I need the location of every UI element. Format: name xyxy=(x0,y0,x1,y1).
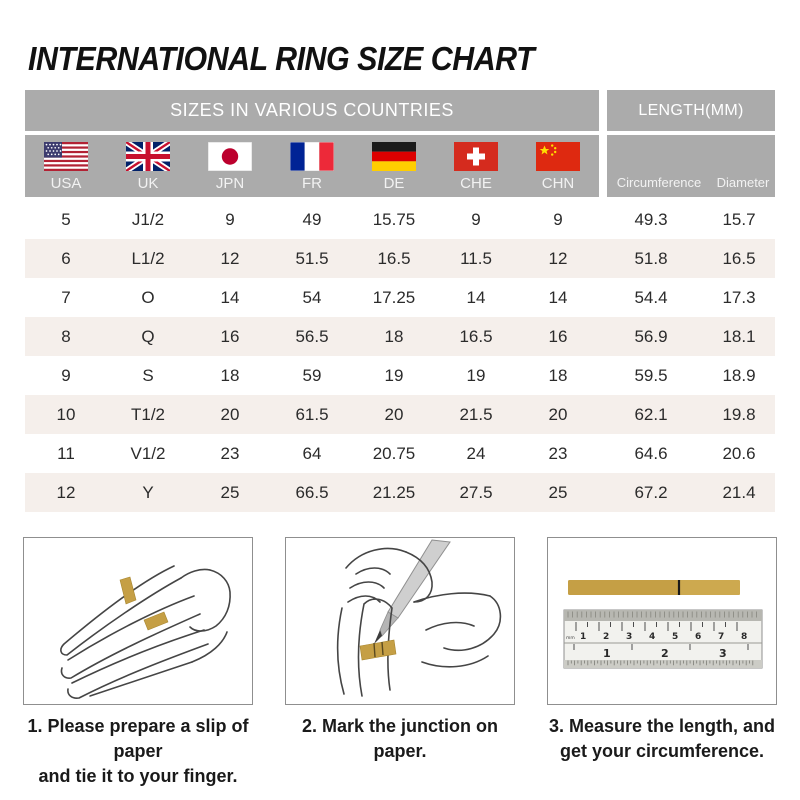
table-cell: 54 xyxy=(302,287,322,307)
table-cell: 51.8 xyxy=(634,248,668,268)
table-cell: 21.25 xyxy=(372,482,416,502)
step-2 xyxy=(274,537,526,789)
table-cell: 8 xyxy=(61,326,71,346)
table-cell: 21.5 xyxy=(459,404,493,424)
column-che xyxy=(435,135,517,197)
ruler-cm-number: 8 xyxy=(741,632,748,642)
table-cell: V1/2 xyxy=(130,443,166,463)
table-cell: 19 xyxy=(466,365,486,385)
table-cell: 64 xyxy=(302,443,322,463)
ruler-illustration xyxy=(548,538,776,704)
table-cell: 20.75 xyxy=(372,443,416,463)
table-cell: 20.6 xyxy=(722,443,756,463)
table-cell: 25 xyxy=(220,482,240,502)
table-cell: 18.1 xyxy=(722,326,756,346)
sizes-group-header: SIZES IN VARIOUS COUNTRIES xyxy=(25,90,599,131)
ruler-cm-number: 5 xyxy=(672,632,679,642)
table-cell: 12 xyxy=(56,482,76,502)
step-3-caption xyxy=(549,714,775,764)
table-cell: 16 xyxy=(548,326,568,346)
table-cell: 20 xyxy=(548,404,568,424)
table-row xyxy=(25,356,775,395)
table-cell: 62.1 xyxy=(634,404,668,424)
table-cell: 59.5 xyxy=(634,365,668,385)
table-cell: 9 xyxy=(471,209,481,229)
table-cell: 16.5 xyxy=(377,248,411,268)
step-1-caption-line2: and tie it to your finger. xyxy=(38,766,238,786)
table-cell: 18 xyxy=(548,365,568,385)
column-usa xyxy=(25,135,107,197)
marking-junction-illustration xyxy=(286,538,514,704)
table-cell: 19.8 xyxy=(722,404,756,424)
table-cell: 18 xyxy=(384,326,404,346)
column-label-fr: FR xyxy=(302,175,322,192)
step-3-caption-line1: 3. Measure the length, and xyxy=(548,716,776,736)
table-cell: 56.5 xyxy=(295,326,329,346)
instruction-steps xyxy=(0,537,800,789)
table-cell: 23 xyxy=(220,443,240,463)
table-cell: 24 xyxy=(466,443,486,463)
table-cell: 9 xyxy=(225,209,235,229)
table-cell: 20 xyxy=(220,404,240,424)
step-2-caption xyxy=(274,714,526,764)
table-cell: 51.5 xyxy=(295,248,329,268)
step-1-caption-line1: 1. Please prepare a slip of paper xyxy=(27,716,249,761)
step-1 xyxy=(12,537,264,789)
table-cell: 59 xyxy=(302,365,322,385)
table-row xyxy=(25,317,775,356)
table-cell: 11.5 xyxy=(460,248,492,268)
table-cell: 11 xyxy=(57,443,75,463)
table-cell: 15.7 xyxy=(722,209,756,229)
country-columns xyxy=(25,135,599,197)
column-jpn xyxy=(189,135,271,197)
table-row xyxy=(25,278,775,317)
germany-flag-icon xyxy=(372,142,416,171)
ruler-inch-number: 1 xyxy=(603,647,611,660)
table-cell: Y xyxy=(142,482,154,502)
table-cell: 14 xyxy=(466,287,486,307)
table-cell: J1/2 xyxy=(131,209,165,229)
column-label-circumference: Circumference xyxy=(616,175,702,190)
table-cell: O xyxy=(141,287,155,307)
china-flag-icon xyxy=(536,142,580,171)
ruler-cm-number: 1 xyxy=(580,632,587,642)
table-cell: 27.5 xyxy=(459,482,493,502)
table-cell: 20 xyxy=(384,404,404,424)
table-cell: 66.5 xyxy=(295,482,329,502)
table-cell: 14 xyxy=(548,287,568,307)
step-1-illustration-box xyxy=(23,537,253,705)
step-3-caption-line2: get your circumference. xyxy=(559,741,765,761)
table-cell: 21.4 xyxy=(722,482,756,502)
table-cell: 19 xyxy=(384,365,404,385)
table-cell: L1/2 xyxy=(131,248,165,268)
table-cell: 64.6 xyxy=(634,443,668,463)
page-title: INTERNATIONAL RING SIZE CHART xyxy=(28,40,535,77)
table-cell: Q xyxy=(141,326,155,346)
ruler-inch-number: 2 xyxy=(661,647,669,660)
column-fr xyxy=(271,135,353,197)
table-cell: 61.5 xyxy=(295,404,329,424)
ring-size-table xyxy=(25,90,775,512)
table-cell: 56.9 xyxy=(634,326,668,346)
ruler-inch-number: 3 xyxy=(719,647,727,660)
table-body xyxy=(25,200,775,512)
table-cell: 49 xyxy=(302,209,322,229)
table-cell: 15.75 xyxy=(372,209,416,229)
table-row xyxy=(25,239,775,278)
table-row xyxy=(25,434,775,473)
ruler-cm-number: 7 xyxy=(718,632,725,642)
table-cell: 17.3 xyxy=(722,287,756,307)
table-cell: 18 xyxy=(220,365,240,385)
table-cell: 49.3 xyxy=(634,209,668,229)
step-2-caption-line1: 2. Mark the junction on paper. xyxy=(301,716,498,761)
table-cell: 17.25 xyxy=(372,287,416,307)
step-1-caption xyxy=(12,714,264,789)
column-label-uk: UK xyxy=(137,175,159,192)
ruler-cm-number: 3 xyxy=(626,632,633,642)
table-cell: 5 xyxy=(61,209,71,229)
table-cell: 16 xyxy=(220,326,240,346)
table-cell: 6 xyxy=(61,248,71,268)
table-column-header xyxy=(25,135,775,197)
column-de xyxy=(353,135,435,197)
length-subcolumns xyxy=(607,135,775,197)
hand-with-paper-illustration xyxy=(24,538,252,704)
ruler-cm-number: 4 xyxy=(649,632,656,642)
column-label-de: DE xyxy=(383,175,405,192)
table-cell: 67.2 xyxy=(634,482,668,502)
japan-flag-icon xyxy=(208,142,252,171)
step-3-illustration-box xyxy=(547,537,777,705)
length-group-header: LENGTH(MM) xyxy=(607,90,775,131)
uk-flag-icon xyxy=(126,142,170,171)
table-row xyxy=(25,473,775,512)
column-chn xyxy=(517,135,599,197)
table-group-header xyxy=(25,90,775,131)
table-cell: 18.9 xyxy=(722,365,756,385)
table-cell: 23 xyxy=(548,443,568,463)
step-3 xyxy=(536,537,788,789)
table-row xyxy=(25,395,775,434)
table-cell: 25 xyxy=(548,482,568,502)
column-uk xyxy=(107,135,189,197)
column-label-chn: CHN xyxy=(541,175,575,192)
table-cell: 16.5 xyxy=(722,248,756,268)
table-cell: 9 xyxy=(61,365,71,385)
table-cell: 9 xyxy=(553,209,563,229)
table-cell: 10 xyxy=(56,404,76,424)
switzerland-flag-icon xyxy=(454,142,498,171)
column-label-jpn: JPN xyxy=(215,175,245,192)
column-label-diameter: Diameter xyxy=(716,175,770,190)
table-cell: T1/2 xyxy=(130,404,166,424)
table-cell: 7 xyxy=(61,287,71,307)
column-label-che: CHE xyxy=(460,175,492,192)
table-cell: 12 xyxy=(548,248,568,268)
column-label-usa: USA xyxy=(50,175,82,192)
table-row xyxy=(25,200,775,239)
usa-flag-icon xyxy=(44,142,88,171)
table-cell: 12 xyxy=(220,248,240,268)
ruler-cm-number: 2 xyxy=(603,632,610,642)
table-cell: S xyxy=(142,365,154,385)
france-flag-icon xyxy=(290,142,334,171)
ruler-unit-label: mm xyxy=(566,636,575,641)
table-cell: 14 xyxy=(220,287,240,307)
ruler-cm-number: 6 xyxy=(695,632,702,642)
table-cell: 54.4 xyxy=(634,287,668,307)
step-2-illustration-box xyxy=(285,537,515,705)
table-cell: 16.5 xyxy=(459,326,493,346)
